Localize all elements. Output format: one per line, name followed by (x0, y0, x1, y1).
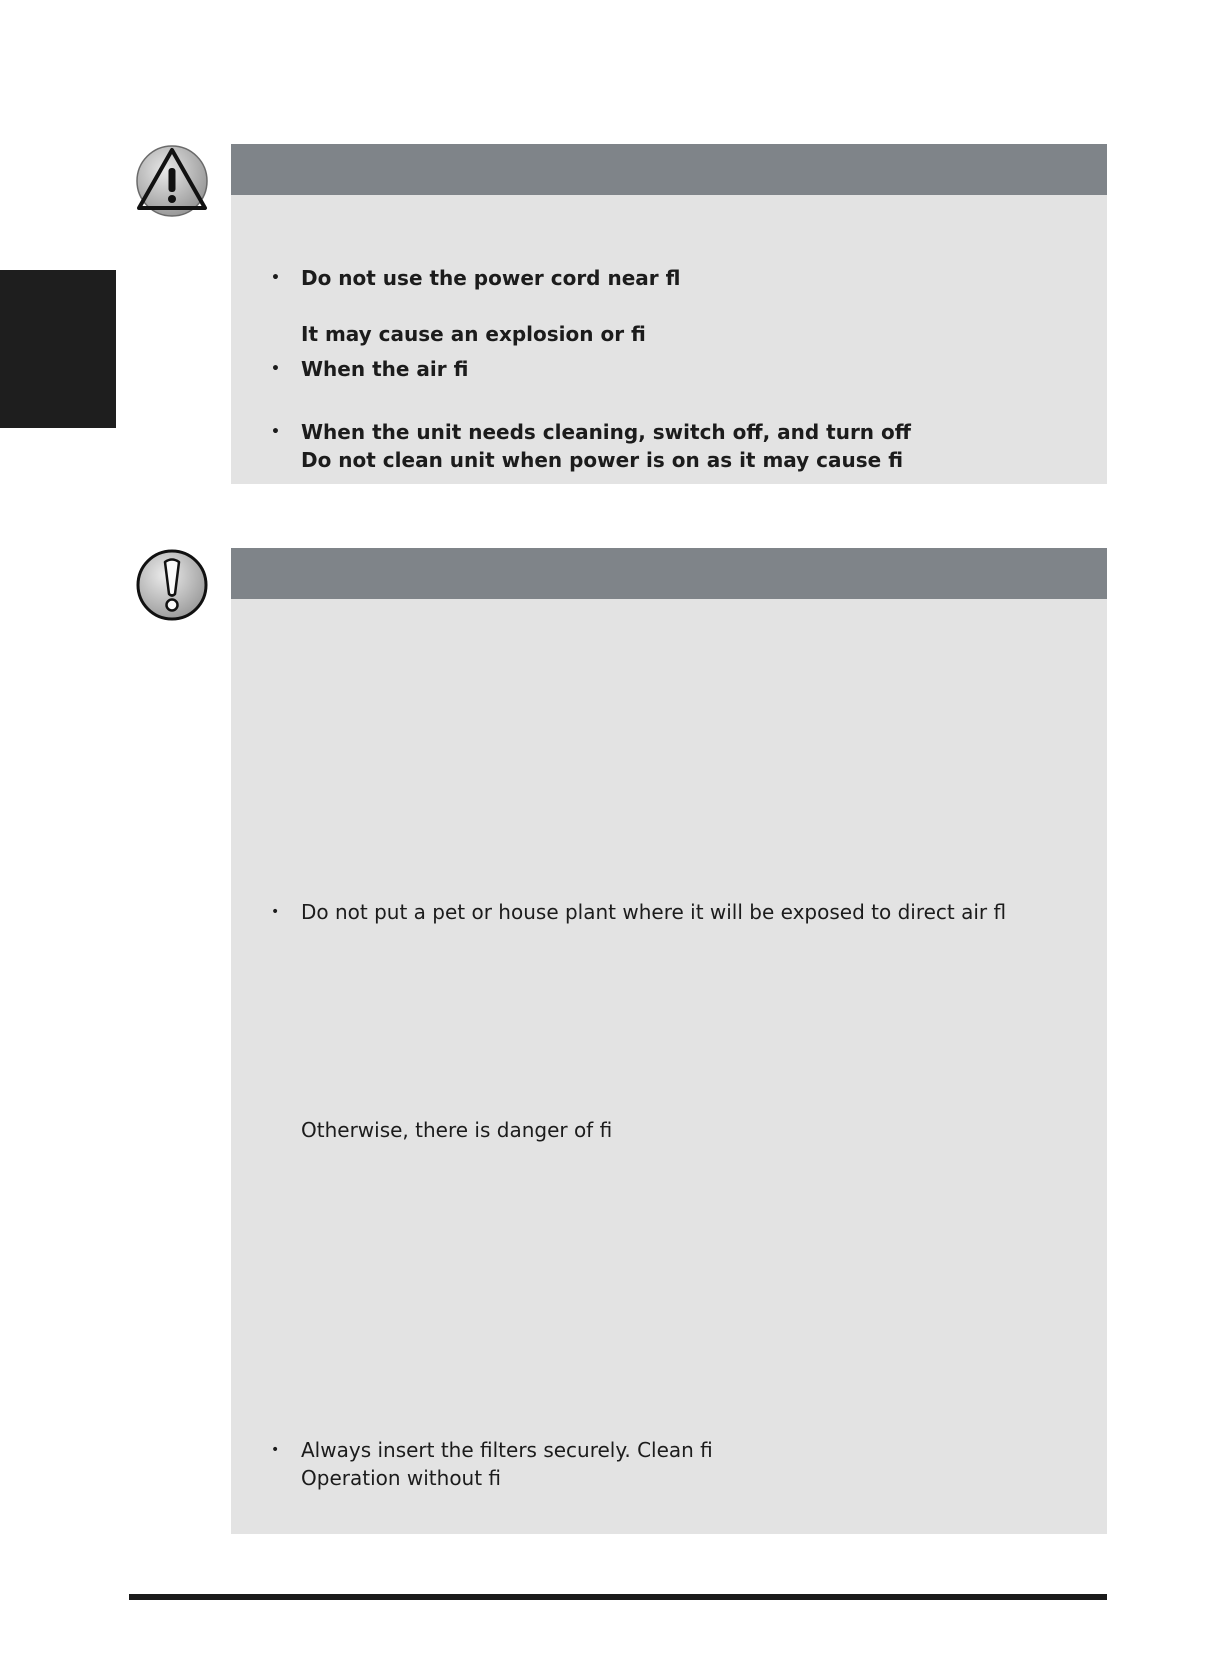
exclamation-circle-icon (135, 548, 209, 622)
footer-rule (129, 1594, 1107, 1600)
chapter-side-tab (0, 270, 116, 428)
bullet: • (271, 270, 280, 286)
caution-header-bar (231, 548, 1107, 599)
bullet: • (271, 904, 280, 920)
bullet: • (271, 1442, 280, 1458)
warning-panel (231, 144, 1107, 484)
caution-item-line: Always insert the filters securely. Clean fi (301, 1438, 713, 1462)
caution-item-line: Otherwise, there is danger of fi (301, 1118, 613, 1142)
warning-header-bar (231, 144, 1107, 195)
bullet: • (271, 424, 280, 440)
caution-item-line: Operation without fi (301, 1466, 502, 1490)
warning-item-line: Do not clean unit when power is on as it may cause fi (301, 448, 904, 472)
warning-item-line: When the air fi (301, 357, 469, 381)
warning-item-line: It may cause an explosion or fi (301, 322, 646, 346)
warning-item-line: When the unit needs cleaning, switch off, and turn off (301, 420, 911, 444)
warning-triangle-icon (135, 144, 209, 218)
bullet: • (271, 361, 280, 377)
caution-panel (231, 548, 1107, 1534)
caution-item-line: Do not put a pet or house plant where it will be exposed to direct air fl (301, 900, 1007, 924)
warning-item-line: Do not use the power cord near fl (301, 266, 681, 290)
